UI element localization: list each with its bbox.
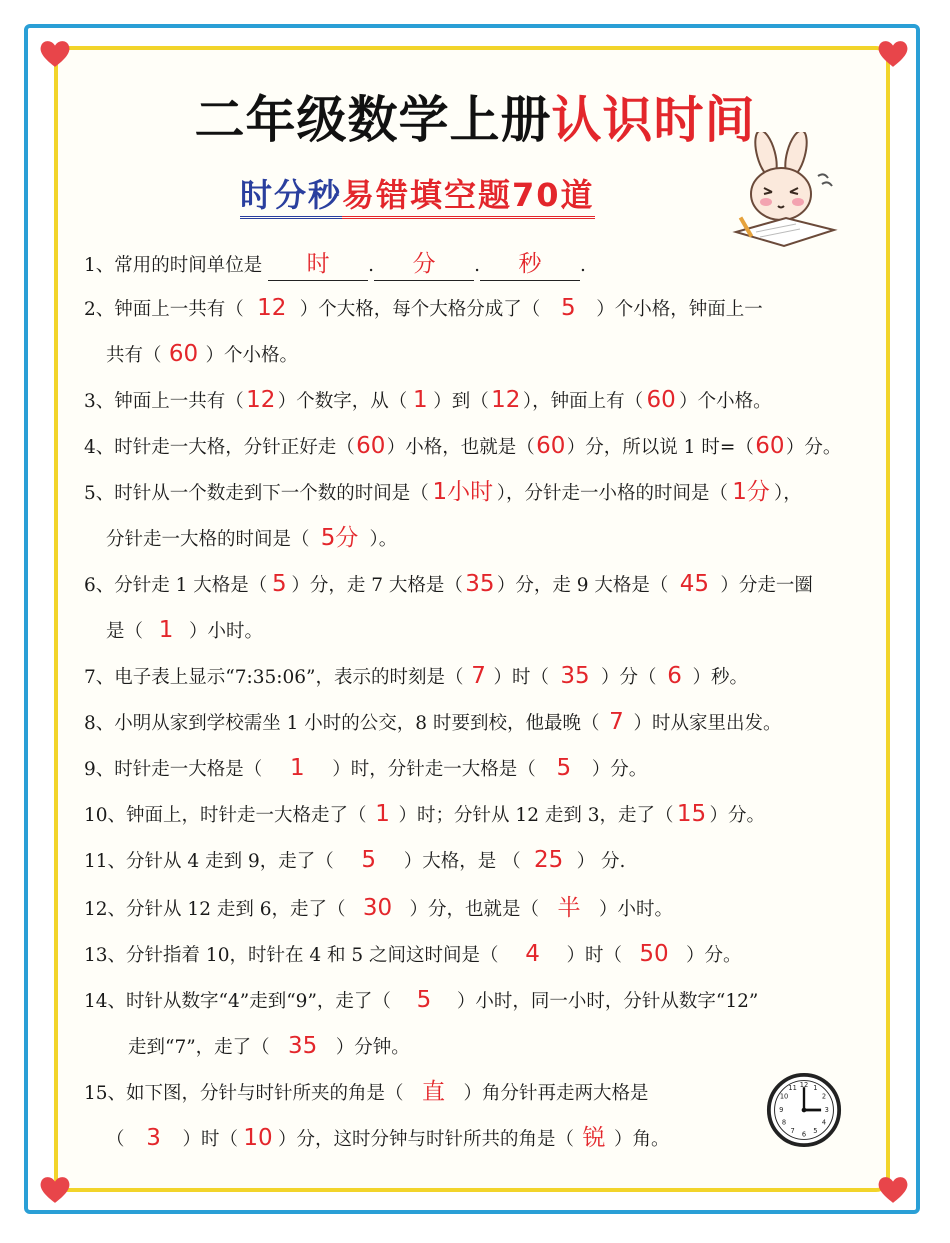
svg-text:5: 5 [813, 1126, 818, 1135]
answer: 时 [306, 251, 330, 277]
answer: 直 [422, 1079, 446, 1105]
question-text: ）小格，也就是（ [386, 437, 535, 458]
question-text: 6、分针走 1 大格是（ [84, 575, 268, 596]
answer: 锐 [582, 1125, 606, 1151]
question-text: ），钟面上有（ [522, 391, 644, 412]
question-text: ）分，这时分钟与时针所共的角是（ [278, 1129, 575, 1150]
question-4 [84, 432, 841, 462]
heart-icon [876, 36, 910, 70]
question-text: ）角分针再走两大格是 [463, 1083, 649, 1104]
svg-text:10: 10 [779, 1092, 789, 1101]
question-text: ）分走一圈 [720, 575, 813, 596]
question-text: 11、分针从 4 走到 9，走了（ [84, 851, 334, 872]
separator: . [368, 255, 375, 276]
question-text: ）个大格，每个大格分成了（ [299, 299, 541, 320]
question-text: ）分。 [686, 945, 742, 966]
question-text: 2、钟面上一共有（ [84, 299, 244, 320]
question-text: ）小时。 [599, 899, 674, 920]
answer: 12 [491, 387, 521, 413]
question-text: ）角。 [614, 1129, 670, 1150]
question-text: ）个小格。 [679, 391, 772, 412]
question-text: 15、如下图，分针与时针所夹的角是（ [84, 1083, 404, 1104]
question-text: 走到“7”，走了（ [128, 1037, 270, 1058]
answer: 60 [646, 387, 676, 413]
question-14-cont [128, 1032, 410, 1062]
question-text: 12、分针从 12 走到 6，走了（ [84, 899, 346, 920]
question-2 [84, 294, 763, 324]
answer: 60 [168, 341, 199, 367]
clock-icon [766, 1072, 842, 1148]
question-11 [84, 846, 625, 876]
question-text: ）秒。 [692, 667, 749, 688]
question-6-cont [106, 616, 263, 646]
heart-icon [38, 1172, 72, 1206]
answer: 1 [289, 755, 305, 781]
separator: . [474, 255, 480, 276]
question-text: ）到（ [433, 391, 489, 412]
answer: 45 [679, 571, 710, 597]
answer: 5 [271, 571, 287, 597]
question-13 [84, 940, 742, 970]
question-text: 7、电子表上显示“7:35:06”，表示的时刻是（ [84, 667, 464, 688]
question-15 [84, 1078, 649, 1108]
question-text: ）分钟。 [335, 1037, 410, 1058]
svg-text:8: 8 [781, 1118, 787, 1127]
question-text: 分针走一大格的时间是（ [106, 529, 310, 550]
rabbit-illustration [726, 132, 846, 250]
question-text: 1、常用的时间单位是 [84, 255, 263, 276]
svg-text:6: 6 [801, 1130, 807, 1139]
answer: 秒 [518, 251, 542, 277]
question-text: ） 分. [576, 851, 626, 872]
answer: 5 [556, 755, 572, 781]
question-7 [84, 662, 748, 692]
answer: 5 [416, 987, 432, 1013]
answer: 分 [412, 251, 436, 277]
page-subtitle [240, 170, 595, 216]
answer: 3 [146, 1125, 161, 1151]
question-12 [84, 894, 673, 924]
answer: 1 [158, 617, 174, 643]
question-text: ）个小格。 [205, 345, 299, 366]
question-text: ）分，走 7 大格是（ [291, 575, 463, 596]
answer: 半 [557, 895, 581, 921]
question-text: ）小时，同一小时，分针从数字“12” [456, 991, 759, 1012]
question-text: ）时（ [566, 945, 623, 966]
question-text: 8、小明从家到学校需坐 1 小时的公交，8 时要到校，他最晚（ [84, 713, 600, 734]
answer: 60 [755, 433, 785, 459]
subtitle-part-blue: 时分秒 [240, 176, 342, 219]
question-3 [84, 386, 772, 416]
answer: 5分 [320, 525, 359, 551]
answer: 35 [288, 1033, 318, 1059]
heart-icon [38, 36, 72, 70]
question-15-cont [106, 1124, 670, 1154]
answer: 1分 [732, 479, 770, 505]
question-text: ）分。 [591, 759, 648, 780]
question-text: 是（ [106, 621, 144, 642]
question-text: ）分。 [785, 437, 842, 458]
answer: 60 [536, 433, 566, 459]
question-5-cont [106, 524, 397, 554]
title-part-red: 认识时间 [551, 91, 756, 149]
answer: 35 [465, 571, 495, 597]
answer: 7 [471, 663, 486, 689]
answer: 50 [639, 941, 669, 967]
answer: 35 [560, 663, 590, 689]
question-1 [84, 250, 586, 281]
answer: 1小时 [432, 479, 494, 505]
answer: 12 [246, 387, 276, 413]
question-text: 4、时针走一大格，分针正好走（ [84, 437, 355, 458]
svg-text:3: 3 [824, 1105, 829, 1114]
heart-icon [876, 1172, 910, 1206]
question-text: ）分（ [601, 667, 657, 688]
question-text: ）个小格，钟面上一 [596, 299, 763, 320]
question-text: ）。 [369, 529, 398, 550]
question-text: ）大格，是 （ [403, 851, 521, 872]
svg-text:2: 2 [821, 1092, 827, 1101]
question-text: ）， [774, 483, 802, 504]
question-text: ）小时。 [189, 621, 264, 642]
answer: 5 [560, 295, 576, 321]
svg-text:4: 4 [821, 1118, 827, 1127]
svg-text:7: 7 [790, 1126, 795, 1135]
svg-text:12: 12 [799, 1081, 809, 1090]
question-5 [84, 478, 802, 508]
answer: 15 [676, 801, 707, 827]
question-text: ）时（ [493, 667, 550, 688]
question-text: ）分，所以说 1 时=（ [566, 437, 754, 458]
question-text: ）个数字，从（ [277, 391, 408, 412]
question-2-cont [106, 340, 298, 370]
question-text: 14、时针从数字“4”走到“9”，走了（ [84, 991, 391, 1012]
answer: 5 [361, 847, 377, 873]
question-text: 5、时针从一个数走到下一个数的时间是（ [84, 483, 429, 504]
title-part-black: 二年级数学上册 [194, 91, 552, 149]
question-10 [84, 800, 765, 830]
svg-text:1: 1 [813, 1084, 818, 1093]
question-text: （ [106, 1129, 125, 1150]
svg-text:11: 11 [788, 1084, 797, 1093]
answer: 6 [667, 663, 682, 689]
question-text: ），分针走一小格的时间是（ [496, 483, 729, 504]
answer: 1 [375, 801, 390, 827]
answer: 4 [525, 941, 540, 967]
question-text: 共有（ [106, 345, 162, 366]
question-text: ）时（ [182, 1129, 239, 1150]
question-text: 13、分针指着 10，时针在 4 和 5 之间这时间是（ [84, 945, 499, 966]
separator: . [579, 255, 586, 276]
question-text: ）分，走 9 大格是（ [496, 575, 669, 596]
answer: 12 [257, 295, 287, 321]
svg-text:9: 9 [779, 1105, 784, 1114]
question-text: 3、钟面上一共有（ [84, 391, 244, 412]
answer: 7 [609, 709, 624, 735]
question-14 [84, 986, 758, 1016]
question-text: ）时，分针走一大格是（ [332, 759, 536, 780]
question-6 [84, 570, 813, 600]
question-text: ）分。 [709, 805, 766, 826]
answer: 25 [533, 847, 564, 873]
subtitle-part-red: 易错填空题70道 [342, 176, 595, 219]
question-8 [84, 708, 781, 738]
question-9 [84, 754, 647, 784]
question-text: ）分，也就是（ [409, 899, 540, 920]
question-text: 9、时针走一大格是（ [84, 759, 263, 780]
question-text: 10、钟面上，时针走一大格走了（ [84, 805, 367, 826]
question-text: ）时；分针从 12 走到 3，走了（ [398, 805, 674, 826]
answer: 1 [412, 387, 428, 413]
answer: 30 [362, 895, 393, 921]
question-text: ）时从家里出发。 [633, 713, 782, 734]
answer: 10 [243, 1125, 273, 1151]
answer: 60 [356, 433, 386, 459]
